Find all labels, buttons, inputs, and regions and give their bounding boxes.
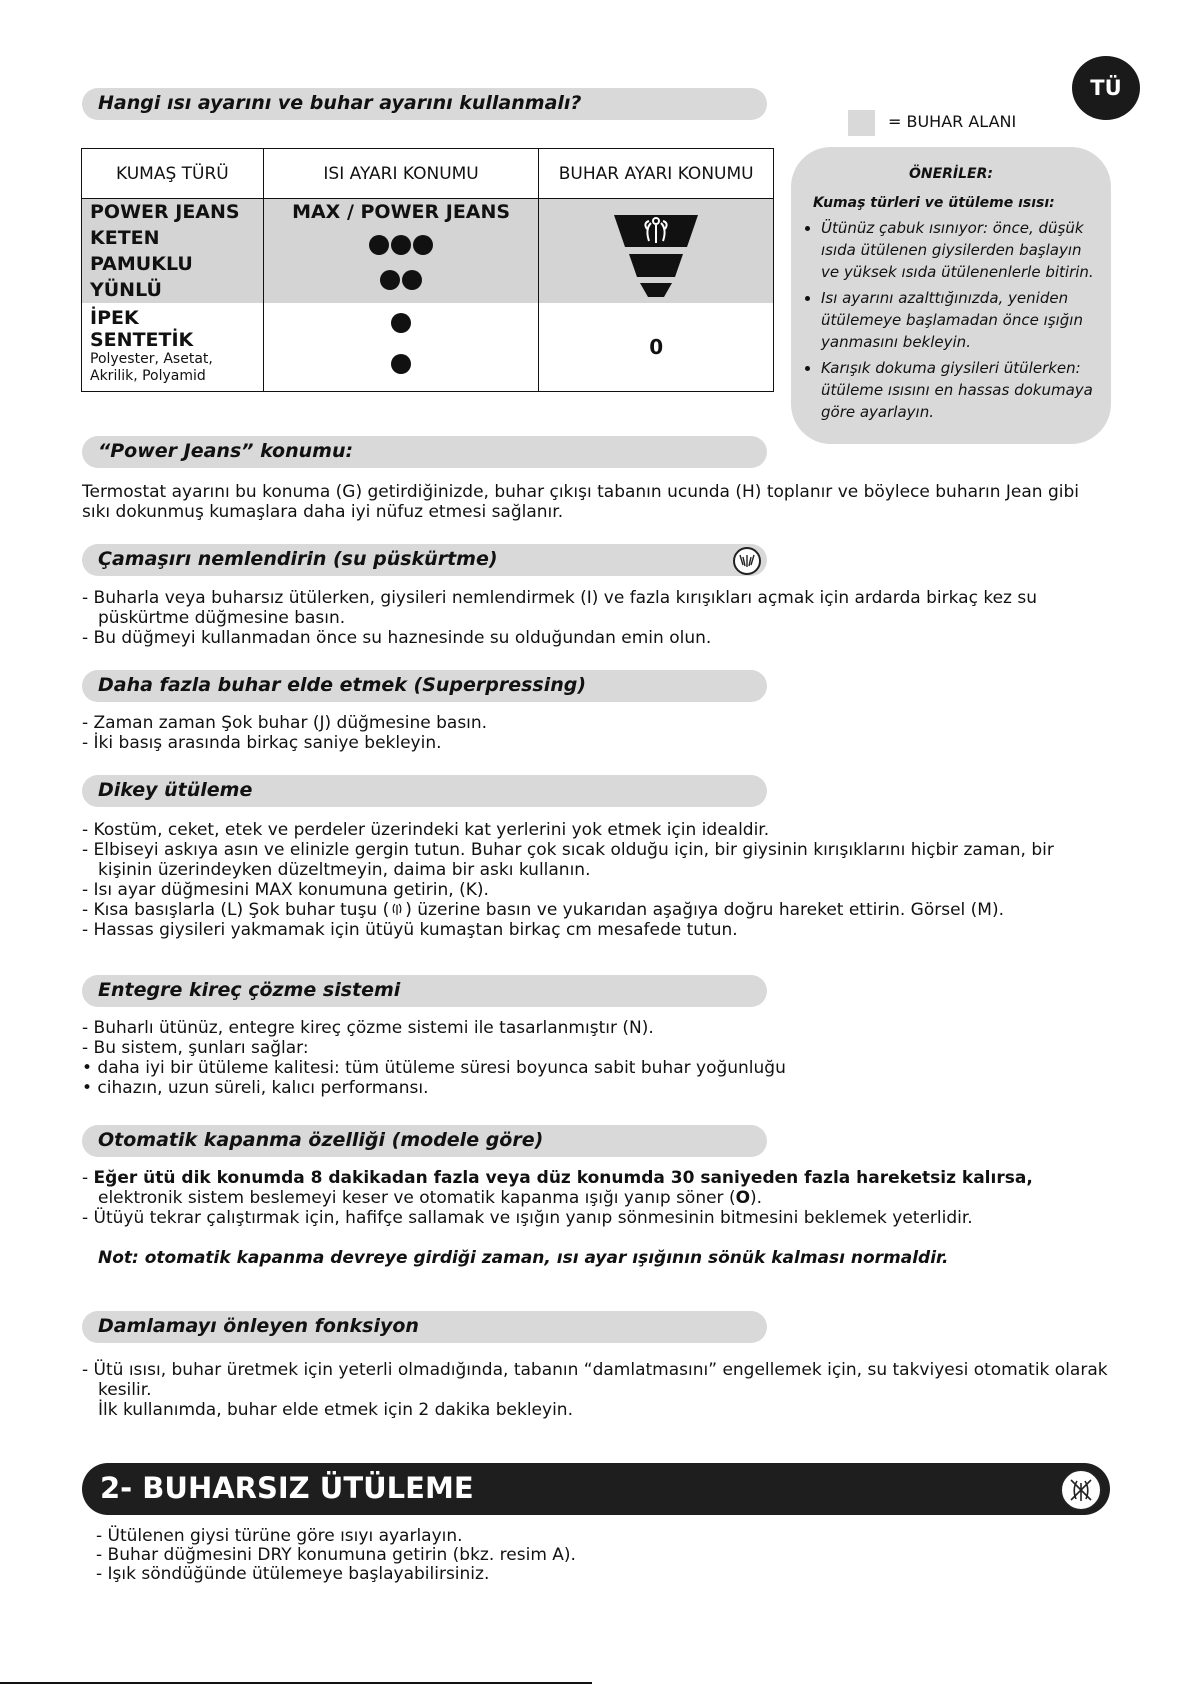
- vertical-line: - Kostüm, ceket, etek ve perdeler üzerindeki kat yerlerini yok etmek için idealdir.: [82, 820, 770, 840]
- anti-drip-text: [82, 1360, 1112, 1420]
- col-header-steam: BUHAR AYARI KONUMU: [539, 149, 774, 199]
- tips-subtitle: Kumaş türleri ve ütüleme ısısı:: [813, 195, 1055, 211]
- descale-text: [82, 1018, 1112, 1098]
- fabric-power-jeans: POWER JEANS: [90, 201, 240, 223]
- tips-title: ÖNERİLER:: [908, 166, 994, 182]
- dry-ironing-line: - Işık söndüğünde ütülemeye başlayabilirsiniz.: [96, 1564, 490, 1584]
- tip-item: • Ütünüz çabuk ısınıyor: önce, düşük ısıda ütülenen giysilerden başlayın ve yüksek ısıda ütülenenlerle bitirin.: [821, 217, 1101, 283]
- fabric-linen: KETEN: [90, 227, 160, 249]
- steam-area-swatch: [848, 110, 875, 136]
- descale-line: • cihazın, uzun süreli, kalıcı performansı.: [82, 1078, 429, 1098]
- anti-drip-line: İlk kullanımda, buhar elde etmek için 2 dakika bekleyin.: [98, 1400, 573, 1420]
- section-heading-spray: Çamaşırı nemlendirin (su püskürtme): [82, 544, 767, 576]
- auto-off-line: - Ütüyü tekrar çalıştırmak için, hafifçe sallamak ve ışığın yanıp sönmesinin bitmesini beklemek yeterlidir.: [82, 1208, 973, 1228]
- language-badge: TÜ: [1072, 56, 1140, 120]
- tip-item: • Isı ayarını azalttığınızda, yeniden ütülemeye başlamadan önce ışığın yanmasını bekleyin.: [821, 287, 1101, 353]
- section-heading-superpressing: Daha fazla buhar elde etmek (Superpressing): [82, 670, 767, 702]
- vertical-line: - Isı ayar düğmesini MAX konumuna getirin, (K).: [82, 880, 489, 900]
- auto-off-text: [82, 1168, 1112, 1268]
- fabric-settings-table: [81, 148, 774, 392]
- descale-line: • daha iyi bir ütüleme kalitesi: tüm ütüleme süresi boyunca sabit buhar yoğunluğu: [82, 1058, 786, 1078]
- no-steam-icon: [1060, 1469, 1102, 1511]
- vertical-line: - Hassas giysileri yakmamak için ütüyü kumaştan birkaç cm mesafede tutun.: [82, 920, 738, 940]
- tip-item: • Karışık dokuma giysileri ütülerken: ütüleme ısısını en hassas dokumaya göre ayarlayın.: [821, 357, 1101, 423]
- auto-off-line: - Eğer ütü dik konumda 8 dakikadan fazla veya düz konumda 30 saniyeden fazla hareketsiz kalırsa, elektronik sistem beslemeyi keser ve otomatik kapanma ışığı yanıp söner (O).: [82, 1168, 1033, 1208]
- anti-drip-line: - Ütü ısısı, buhar üretmek için yeterli olmadığında, tabanın “damlatmasını” engellemek için, su takviyesi otomatik olarak kesilir.: [82, 1360, 1108, 1400]
- fabric-wool: YÜNLÜ: [90, 279, 162, 301]
- fabric-synthetic-types-1: Polyester, Asetat,: [90, 351, 213, 367]
- descale-line: - Buharlı ütünüz, entegre kireç çözme sistemi ile tasarlanmıştır (N).: [82, 1018, 654, 1038]
- section-heading-power-jeans: “Power Jeans” konumu:: [82, 436, 767, 468]
- vertical-line: - Kısa basışlarla (L) Şok buhar tuşu ( ) üzerine basın ve yukarıdan aşağıya doğru hareket ettirin. Görsel (M).: [82, 900, 1005, 920]
- section-heading-settings: Hangi ısı ayarını ve buhar ayarını kullanmalı?: [82, 88, 767, 120]
- footer-rule: [0, 1682, 592, 1684]
- shot-steam-icon: [389, 901, 405, 917]
- steam-area-legend: = BUHAR ALANI: [888, 112, 1017, 131]
- heat-one-dot-silk: [264, 313, 539, 338]
- heat-max-label: MAX / POWER JEANS: [292, 201, 511, 223]
- spray-line: - Bu düğmeyi kullanmadan önce su haznesinde su olduğundan emin olun.: [82, 628, 712, 648]
- heat-two-dots: [264, 270, 539, 295]
- steam-cone-icon: [611, 207, 701, 297]
- spray-icon: [733, 547, 761, 575]
- fabric-silk: İPEK: [90, 307, 139, 329]
- col-header-fabric: KUMAŞ TÜRÜ: [82, 149, 264, 199]
- col-header-heat: ISI AYARI KONUMU: [263, 149, 539, 199]
- dry-ironing-text: [96, 1527, 1126, 1584]
- power-jeans-text: Termostat ayarını bu konuma (G) getirdiğinizde, buhar çıkışı tabanın ucunda (H) toplanır ve böylece buharın Jean gibi sıkı dokunmuş kumaşlara daha iyi nüfuz etmesi sağlanır.: [82, 482, 1080, 522]
- section-heading-descale: Entegre kireç çözme sistemi: [82, 975, 767, 1007]
- dry-ironing-line: - Buhar düğmesini DRY konumuna getirin (bkz. resim A).: [96, 1545, 576, 1565]
- section-heading-auto-off: Otomatik kapanma özelliği (modele göre): [82, 1125, 767, 1157]
- auto-off-note: Not: otomatik kapanma devreye girdiği zaman, ısı ayar ışığının sönük kalması normaldir.: [98, 1248, 949, 1268]
- section-heading-anti-drip: Damlamayı önleyen fonksiyon: [82, 1311, 767, 1343]
- spray-line: - Buharla veya buharsız ütülerken, giysileri nemlendirmek (I) ve fazla kırışıkları açmak için ardarda birkaç kez su püskürtme düğmesine basın.: [82, 588, 1037, 628]
- steam-zero: 0: [649, 335, 664, 359]
- section-banner-dry-ironing: 2- BUHARSIZ ÜTÜLEME: [82, 1463, 1110, 1515]
- superpress-text: [82, 713, 1112, 753]
- section-heading-vertical: Dikey ütüleme: [82, 775, 767, 807]
- heat-three-dots: [264, 235, 539, 260]
- superpress-line: - Zaman zaman Şok buhar (J) düğmesine basın.: [82, 713, 488, 733]
- dry-ironing-line: - Ütülenen giysi türüne göre ısıyı ayarlayın.: [96, 1526, 463, 1546]
- fabric-cotton: PAMUKLU: [90, 253, 193, 275]
- descale-line: - Bu sistem, şunları sağlar:: [82, 1038, 309, 1058]
- tips-box: [791, 147, 1111, 444]
- fabric-synthetic-types-2: Akrilik, Polyamid: [90, 368, 206, 384]
- superpress-line: - İki basış arasında birkaç saniye bekleyin.: [82, 733, 442, 753]
- vertical-text: [82, 820, 1112, 940]
- vertical-line: - Elbiseyi askıya asın ve elinizle gergin tutun. Buhar çok sıcak olduğu için, bir giysinin kırışıklarını hiçbir zaman, bir kişinin üzerindeyken düzeltmeyin, daima bir askı kullanın.: [82, 840, 1054, 880]
- fabric-synthetic: SENTETİK: [90, 329, 194, 351]
- heat-one-dot-synthetic: [264, 354, 539, 379]
- spray-text: [82, 588, 1112, 648]
